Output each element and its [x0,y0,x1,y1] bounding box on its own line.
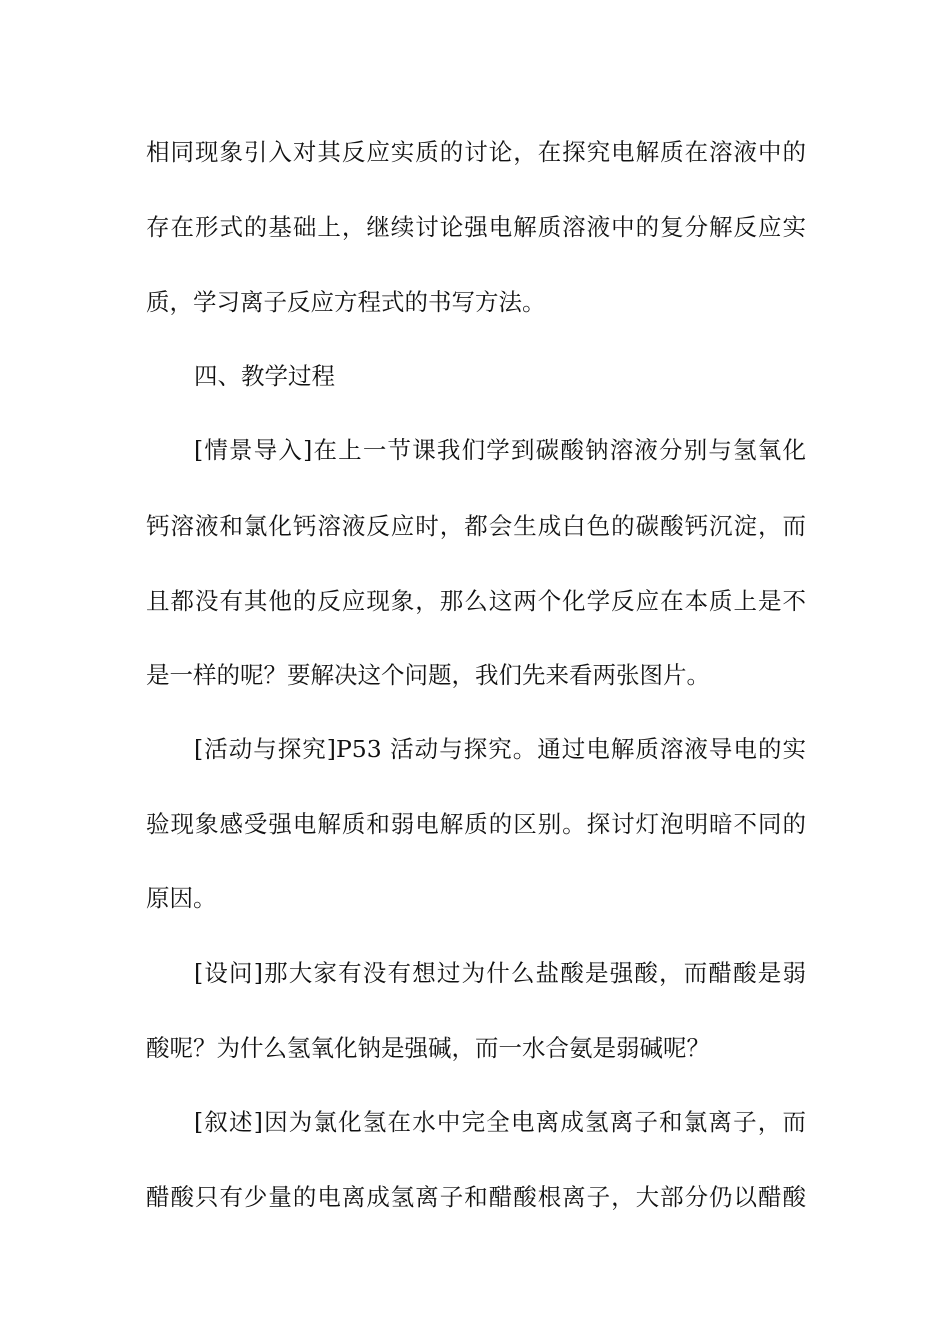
paragraph-line: 酸呢？为什么氢氧化钠是强碱，而一水合氨是弱碱呢？ [146,1034,710,1062]
paragraph-line: 存在形式的基础上，继续讨论强电解质溶液中的复分解反应实 [146,213,806,241]
paragraph-line: 醋酸只有少量的电离成氢离子和醋酸根离子，大部分仍以醋酸 [146,1183,806,1211]
paragraph-line: [活动与探究]P53 活动与探究。通过电解质溶液导电的实 [194,735,806,763]
paragraph-line: [设问]那大家有没有想过为什么盐酸是强酸，而醋酸是弱 [194,959,806,987]
paragraph-line: 钙溶液和氯化钙溶液反应时，都会生成白色的碳酸钙沉淀，而 [146,512,806,540]
paragraph-line: 相同现象引入对其反应实质的讨论，在探究电解质在溶液中的 [146,138,806,166]
paragraph-line: 是一样的呢？要解决这个问题，我们先来看两张图片。 [146,661,710,689]
paragraph-line: [叙述]因为氯化氢在水中完全电离成氢离子和氯离子，而 [194,1108,806,1136]
paragraph-line: 质，学习离子反应方程式的书写方法。 [146,288,546,316]
paragraph-line: [情景导入]在上一节课我们学到碳酸钠溶液分别与氢氧化 [194,436,806,464]
paragraph-line: 原因。 [146,884,217,912]
paragraph-line: 且都没有其他的反应现象，那么这两个化学反应在本质上是不 [146,587,806,615]
section-heading: 四、教学过程 [194,362,335,390]
paragraph-line: 验现象感受强电解质和弱电解质的区别。探讨灯泡明暗不同的 [146,810,806,838]
